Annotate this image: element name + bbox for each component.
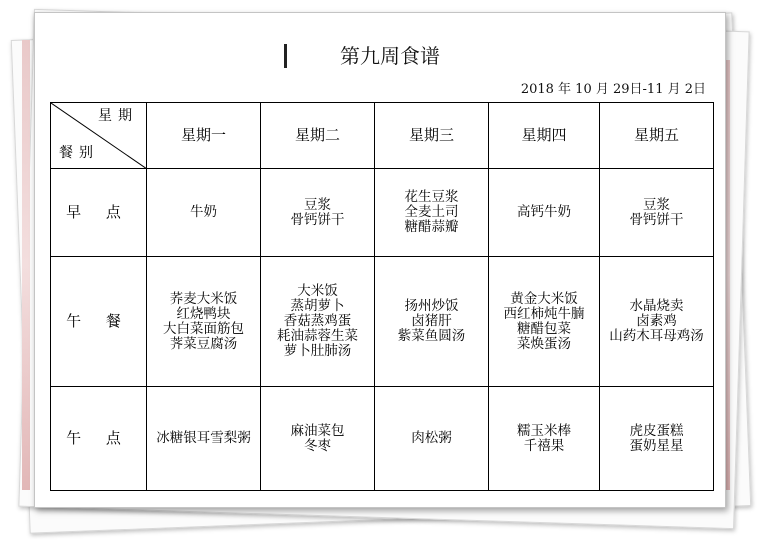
menu-cell bbox=[147, 387, 261, 491]
menu-cell bbox=[489, 257, 600, 387]
menu-cell bbox=[489, 387, 600, 491]
menu-item: 卤猪肝 bbox=[411, 313, 452, 329]
menu-item: 黄金大米饭 bbox=[510, 290, 578, 307]
menu-item: 全麦土司 bbox=[404, 204, 459, 220]
menu-cell bbox=[375, 169, 489, 257]
menu-item: 荠菜豆腐汤 bbox=[169, 335, 238, 352]
menu-cell bbox=[375, 387, 489, 491]
menu-table bbox=[50, 102, 714, 491]
menu-cell bbox=[375, 257, 489, 387]
menu-item: 冰糖银耳雪梨粥 bbox=[156, 430, 251, 446]
title-divider bbox=[284, 44, 287, 68]
menu-cell bbox=[261, 257, 375, 387]
menu-item: 千禧果 bbox=[523, 437, 565, 454]
menu-item: 虎皮蛋糕 bbox=[629, 422, 684, 439]
menu-item: 水晶烧卖 bbox=[629, 298, 684, 314]
date-range: 2018 年 10 月 29日-11 月 2日 bbox=[520, 82, 706, 97]
menu-cell bbox=[600, 387, 714, 491]
meal-row bbox=[51, 387, 714, 491]
menu-item: 萝卜肚肺汤 bbox=[283, 343, 352, 359]
menu-item: 紫菜鱼圆汤 bbox=[397, 328, 466, 344]
menu-cell bbox=[261, 387, 375, 491]
menu-cell bbox=[489, 169, 600, 257]
menu-item: 荞麦大米饭 bbox=[169, 290, 238, 307]
menu-cell bbox=[147, 257, 261, 387]
menu-cell bbox=[147, 169, 261, 257]
menu-item: 糯玉米棒 bbox=[517, 422, 571, 439]
menu-item: 大米饭 bbox=[297, 283, 338, 299]
corner-label-weekday: 星期 bbox=[98, 108, 138, 124]
day-header: 星期一 bbox=[147, 103, 261, 169]
header-row bbox=[51, 103, 714, 169]
menu-item: 豆浆 bbox=[304, 196, 331, 213]
day-header: 星期五 bbox=[600, 103, 714, 169]
menu-item: 糖醋蒜瓣 bbox=[404, 219, 459, 235]
menu-item: 肉松粥 bbox=[411, 430, 452, 446]
meal-row bbox=[51, 257, 714, 387]
menu-item: 西红柿炖牛腩 bbox=[503, 305, 585, 322]
corner-cell bbox=[51, 103, 147, 169]
menu-item: 菜焕蛋汤 bbox=[517, 335, 571, 352]
page-title: 第九周食谱 bbox=[340, 44, 440, 68]
menu-item: 牛奶 bbox=[190, 204, 217, 220]
meal-label: 午 点 bbox=[51, 387, 147, 491]
menu-item: 卤素鸡 bbox=[636, 313, 677, 329]
menu-item: 蒸胡萝卜 bbox=[290, 298, 345, 314]
menu-item: 高钙牛奶 bbox=[517, 204, 571, 220]
meal-row bbox=[51, 169, 714, 257]
day-header: 星期四 bbox=[489, 103, 600, 169]
menu-item: 花生豆浆 bbox=[404, 189, 459, 205]
menu-item: 麻油菜包 bbox=[290, 422, 345, 439]
menu-cell bbox=[261, 169, 375, 257]
menu-item: 蛋奶星星 bbox=[629, 437, 684, 454]
menu-cell bbox=[600, 169, 714, 257]
corner-label-meal: 餐别 bbox=[59, 145, 99, 161]
menu-item: 大白菜面筋包 bbox=[163, 320, 244, 337]
menu-cell bbox=[600, 257, 714, 387]
menu-item: 耗油蒜蓉生菜 bbox=[277, 328, 358, 344]
menu-item: 红烧鸭块 bbox=[176, 305, 231, 322]
menu-item: 扬州炒饭 bbox=[404, 298, 459, 314]
day-header: 星期二 bbox=[261, 103, 375, 169]
menu-item: 香菇蒸鸡蛋 bbox=[283, 313, 352, 329]
meal-label: 午 餐 bbox=[51, 257, 147, 387]
menu-item: 骨钙饼干 bbox=[290, 211, 345, 228]
menu-item: 山药木耳母鸡汤 bbox=[609, 328, 704, 344]
menu-item: 骨钙饼干 bbox=[629, 211, 684, 228]
meal-label: 早 点 bbox=[51, 169, 147, 257]
menu-item: 豆浆 bbox=[643, 196, 670, 213]
decorative-strip bbox=[22, 40, 30, 490]
menu-item: 糖醋包菜 bbox=[517, 320, 571, 337]
day-header: 星期三 bbox=[375, 103, 489, 169]
menu-item: 冬枣 bbox=[304, 437, 331, 454]
